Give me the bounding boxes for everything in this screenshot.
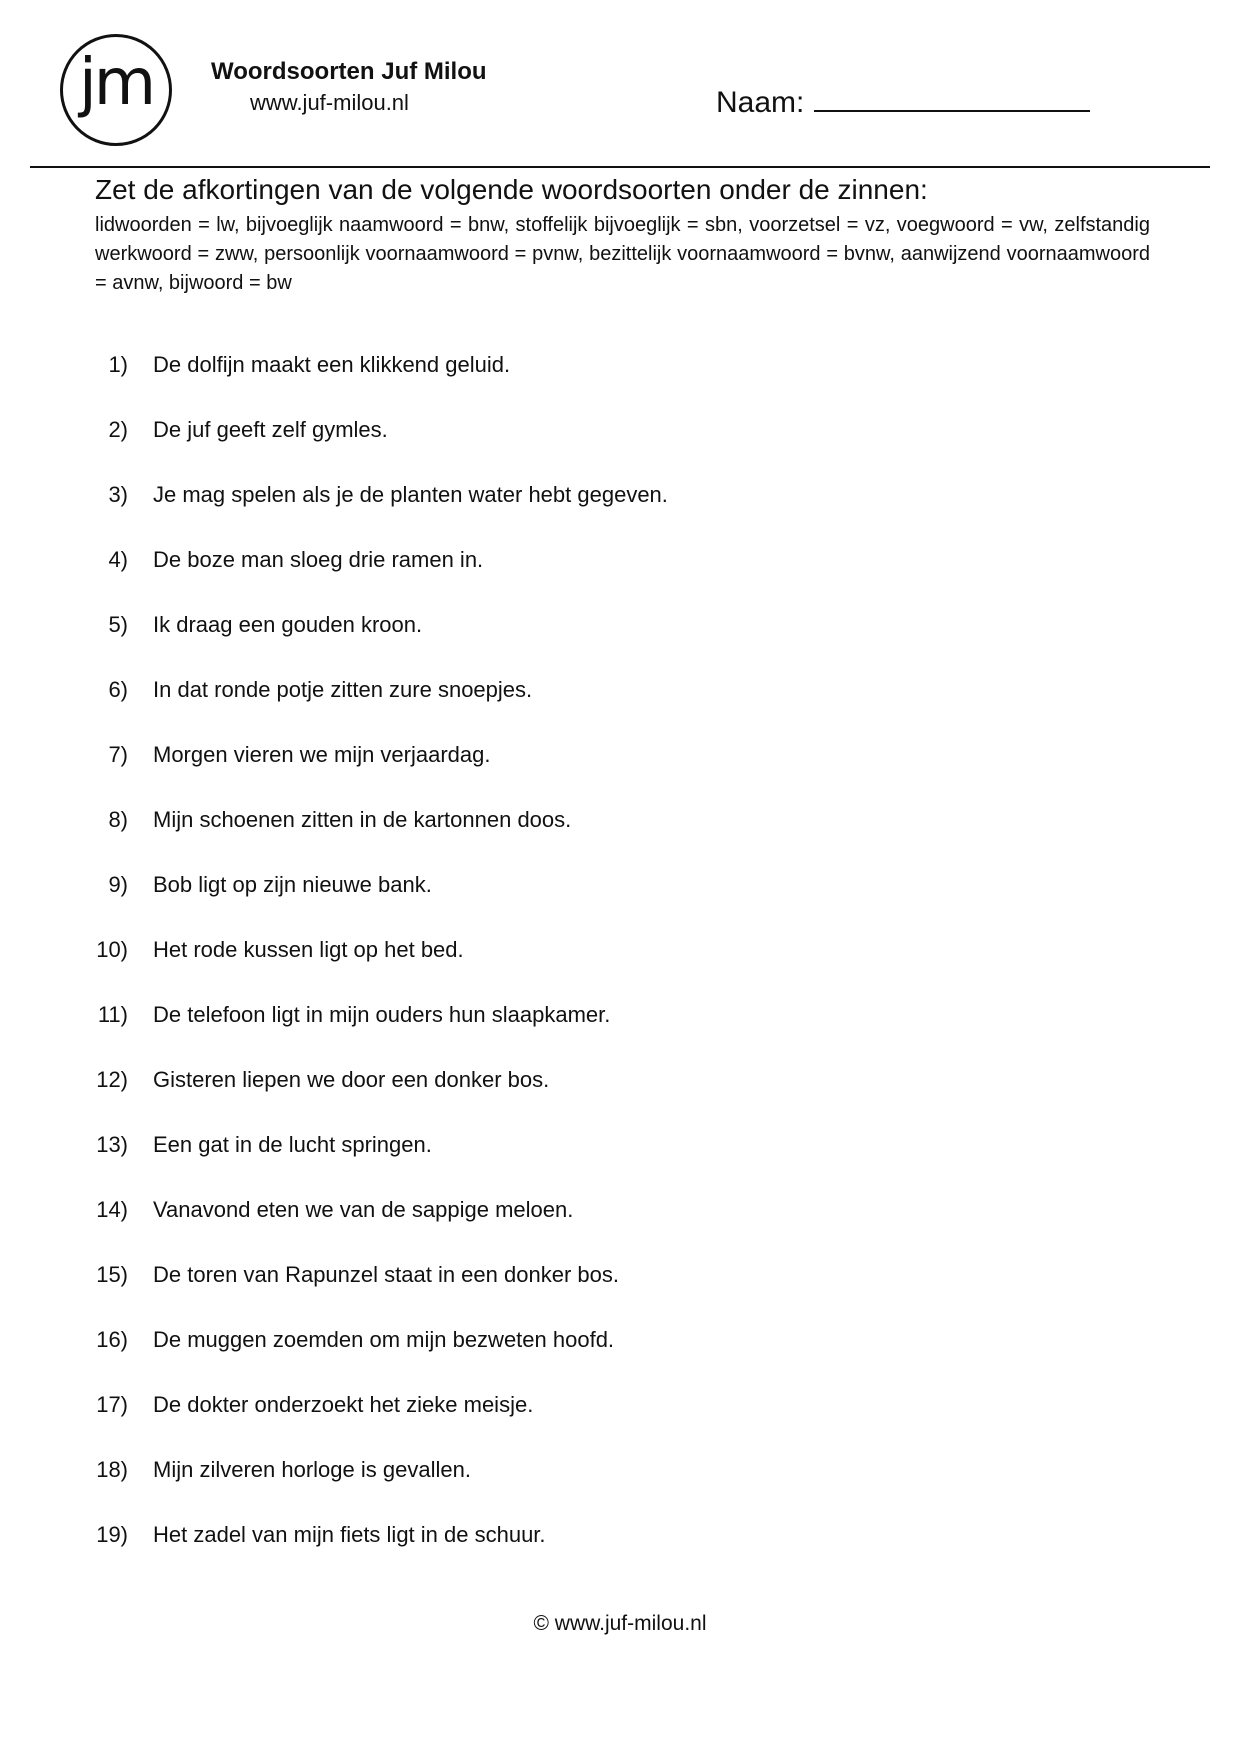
instruction-text: Zet de afkortingen van de volgende woordsoorten onder de zinnen: (95, 174, 928, 205)
sentence-text: De muggen zoemden om mijn bezweten hoofd. (153, 1327, 615, 1352)
brand-website: www.juf-milou.nl (250, 90, 409, 115)
sentence-number: 1) (108, 352, 128, 377)
sentence-text: Het zadel van mijn fiets ligt in de schuur. (153, 1522, 546, 1547)
sentence-text: De telefoon ligt in mijn ouders hun slaapkamer. (153, 1002, 611, 1027)
sentence-number: 13) (96, 1132, 128, 1157)
sentence-number: 4) (108, 547, 128, 572)
sentence-number: 8) (108, 807, 128, 832)
sentence-text: Bob ligt op zijn nieuwe bank. (153, 872, 432, 897)
sentence-text: In dat ronde potje zitten zure snoepjes. (153, 677, 533, 702)
abbreviation-legend: lidwoorden = lw, bijvoeglijk naamwoord = bnw, stoffelijk bijvoeglijk = sbn, voorzetsel = vz, voegwoord = vw, zelfstandig werkwoord = zww, persoonlijk voornaamwoord = pvnw, bezittelijk voornaamwoord = bvnw, aanwijzend voornaamwoord = avnw, bijwoord = bw (95, 214, 1150, 294)
sentence-text: Het rode kussen ligt op het bed. (153, 937, 464, 962)
sentence-number: 19) (96, 1522, 128, 1547)
sentence-text: De juf geeft zelf gymles. (153, 417, 388, 442)
sentence-text: Mijn zilveren horloge is gevallen. (153, 1457, 471, 1482)
footer-copyright: © www.juf-milou.nl (533, 1612, 707, 1635)
name-label: Naam: (716, 86, 805, 119)
sentence-number: 16) (96, 1327, 128, 1352)
sentence-number: 2) (108, 417, 128, 442)
sentence-number: 10) (96, 937, 128, 962)
sentence-number: 9) (108, 872, 128, 897)
header-divider (30, 166, 1210, 168)
sentence-text: De toren van Rapunzel staat in een donker bos. (153, 1262, 619, 1287)
sentence-number: 12) (96, 1067, 128, 1092)
sentence-text: De dolfijn maakt een klikkend geluid. (153, 352, 511, 377)
sentence-number: 6) (108, 677, 128, 702)
name-field (716, 86, 1090, 120)
sentence-text: De boze man sloeg drie ramen in. (153, 547, 484, 572)
sentence-text: Een gat in de lucht springen. (153, 1132, 432, 1157)
sentence-text: Je mag spelen als je de planten water hebt gegeven. (153, 482, 668, 507)
name-blank-line (814, 86, 1090, 112)
logo-text: jm (78, 46, 154, 120)
sentence-number: 5) (108, 612, 128, 637)
sentence-text: Ik draag een gouden kroon. (153, 612, 423, 637)
sentence-number: 15) (96, 1262, 128, 1287)
sentence-text: Vanavond eten we van de sappige meloen. (153, 1197, 574, 1222)
sentence-text: Gisteren liepen we door een donker bos. (153, 1067, 550, 1092)
sentence-number: 7) (108, 742, 128, 767)
sentence-text: Morgen vieren we mijn verjaardag. (153, 742, 491, 767)
sentence-number: 11) (97, 1002, 128, 1027)
sentence-number: 14) (96, 1197, 128, 1222)
sentence-number: 17) (96, 1392, 128, 1417)
logo (60, 34, 172, 146)
sentence-number: 3) (108, 482, 128, 507)
brand-title: Woordsoorten Juf Milou (211, 58, 487, 85)
sentence-text: De dokter onderzoekt het zieke meisje. (153, 1392, 534, 1417)
sentence-text: Mijn schoenen zitten in de kartonnen doos. (153, 807, 572, 832)
sentence-number: 18) (96, 1457, 128, 1482)
